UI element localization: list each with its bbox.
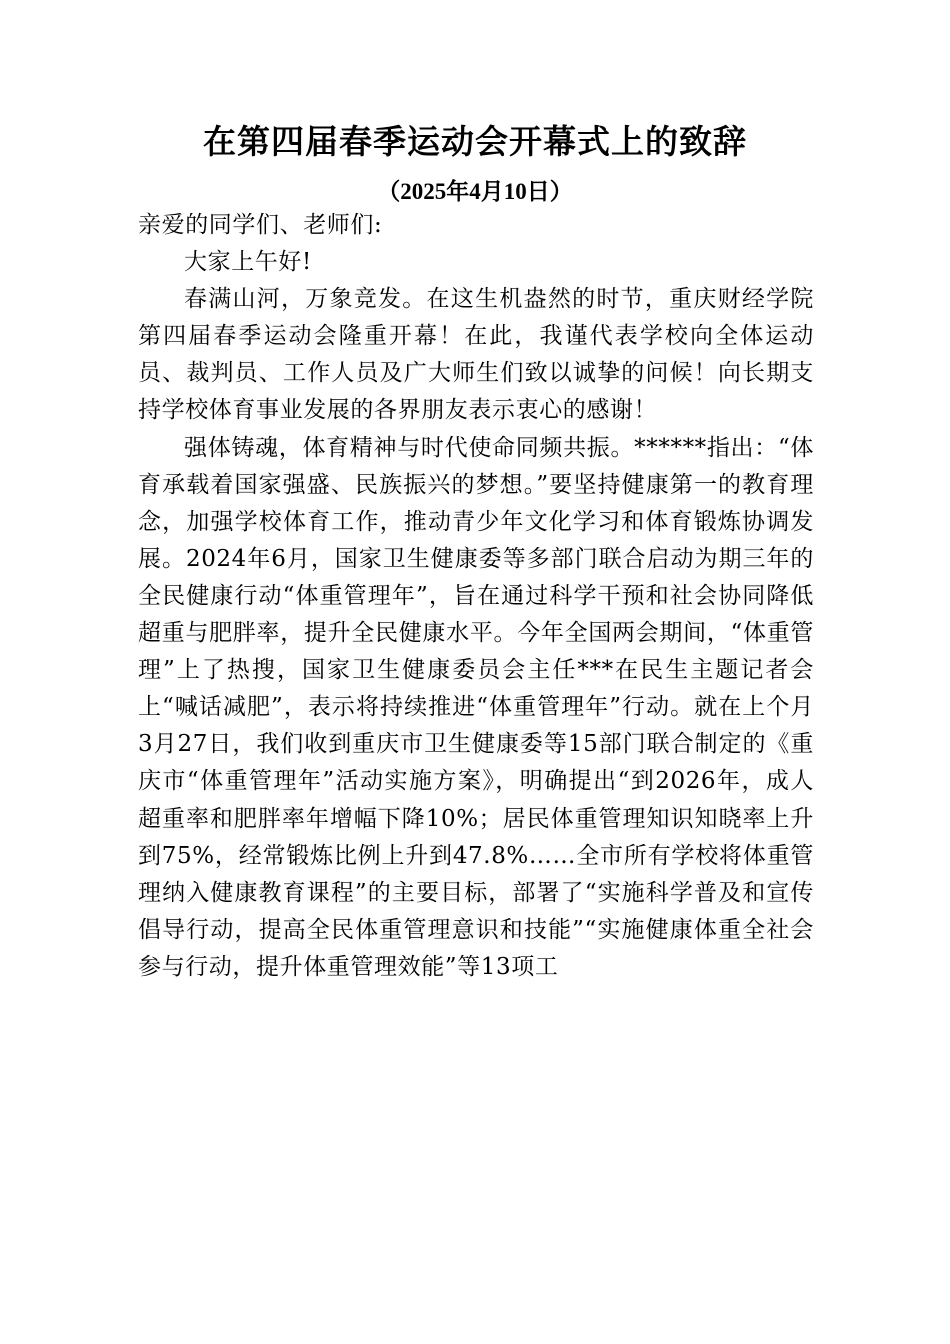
salutation: 亲爱的同学们、老师们: — [138, 212, 383, 238]
greeting-paragraph: 大家上午好! — [184, 249, 312, 276]
body-paragraph: 强体铸魂，体育精神与时代使命同频共振。******指出：“体育承载着国家强盛、民族振兴的梦想。”要坚持健康第一的教育理念，加强学校体育工作，推动青少年文化学习和体育锻炼协调发展。2024年6月，国家卫生健康委等多部门联合启动为期三年的全民健康行动“体重管理年”，旨在通过科学干预和社会协同降低超重与肥胖率，提升全民健康水平。今年全国两会期间，“体重管理”上了热搜，国家卫生健康委员会主任***在民生主题记者会上“喊话减肥”，表示将持续推进“体重管理年”行动。就在上个月3月27日，我们收到重庆市卫生健康委等15部门联合制定的《重庆市“体重管理年”活动实施方案》，明确提出“到2026年，成人超重率和肥胖率年增幅下降10%；居民体重管理知识知晓率上升到75%，经常锻炼比例上升到47.8%……全市所有学校将体重管理纳入健康教育课程”的主要目标，部署了“实施科学普及和宣传倡导行动，提高全民体重管理意识和技能”“实施健康体重全社会参与行动，提升体重管理效能”等13项工 — [138, 434, 814, 980]
opening-paragraph: 春满山河，万象竞发。在这生机盎然的时节，重庆财经学院第四届春季运动会隆重开幕！在此，我谨代表学校向全体运动员、裁判员、工作人员及广大师生们致以诚挚的问候！向长期支持学校体育事业发展的各界朋友表示衷心的感谢！ — [138, 286, 814, 424]
date-line: （2025年4月10日） — [377, 179, 573, 204]
speech-body — [138, 207, 814, 986]
page-title: 在第四届春季运动会开幕式上的致辞 — [203, 122, 747, 161]
